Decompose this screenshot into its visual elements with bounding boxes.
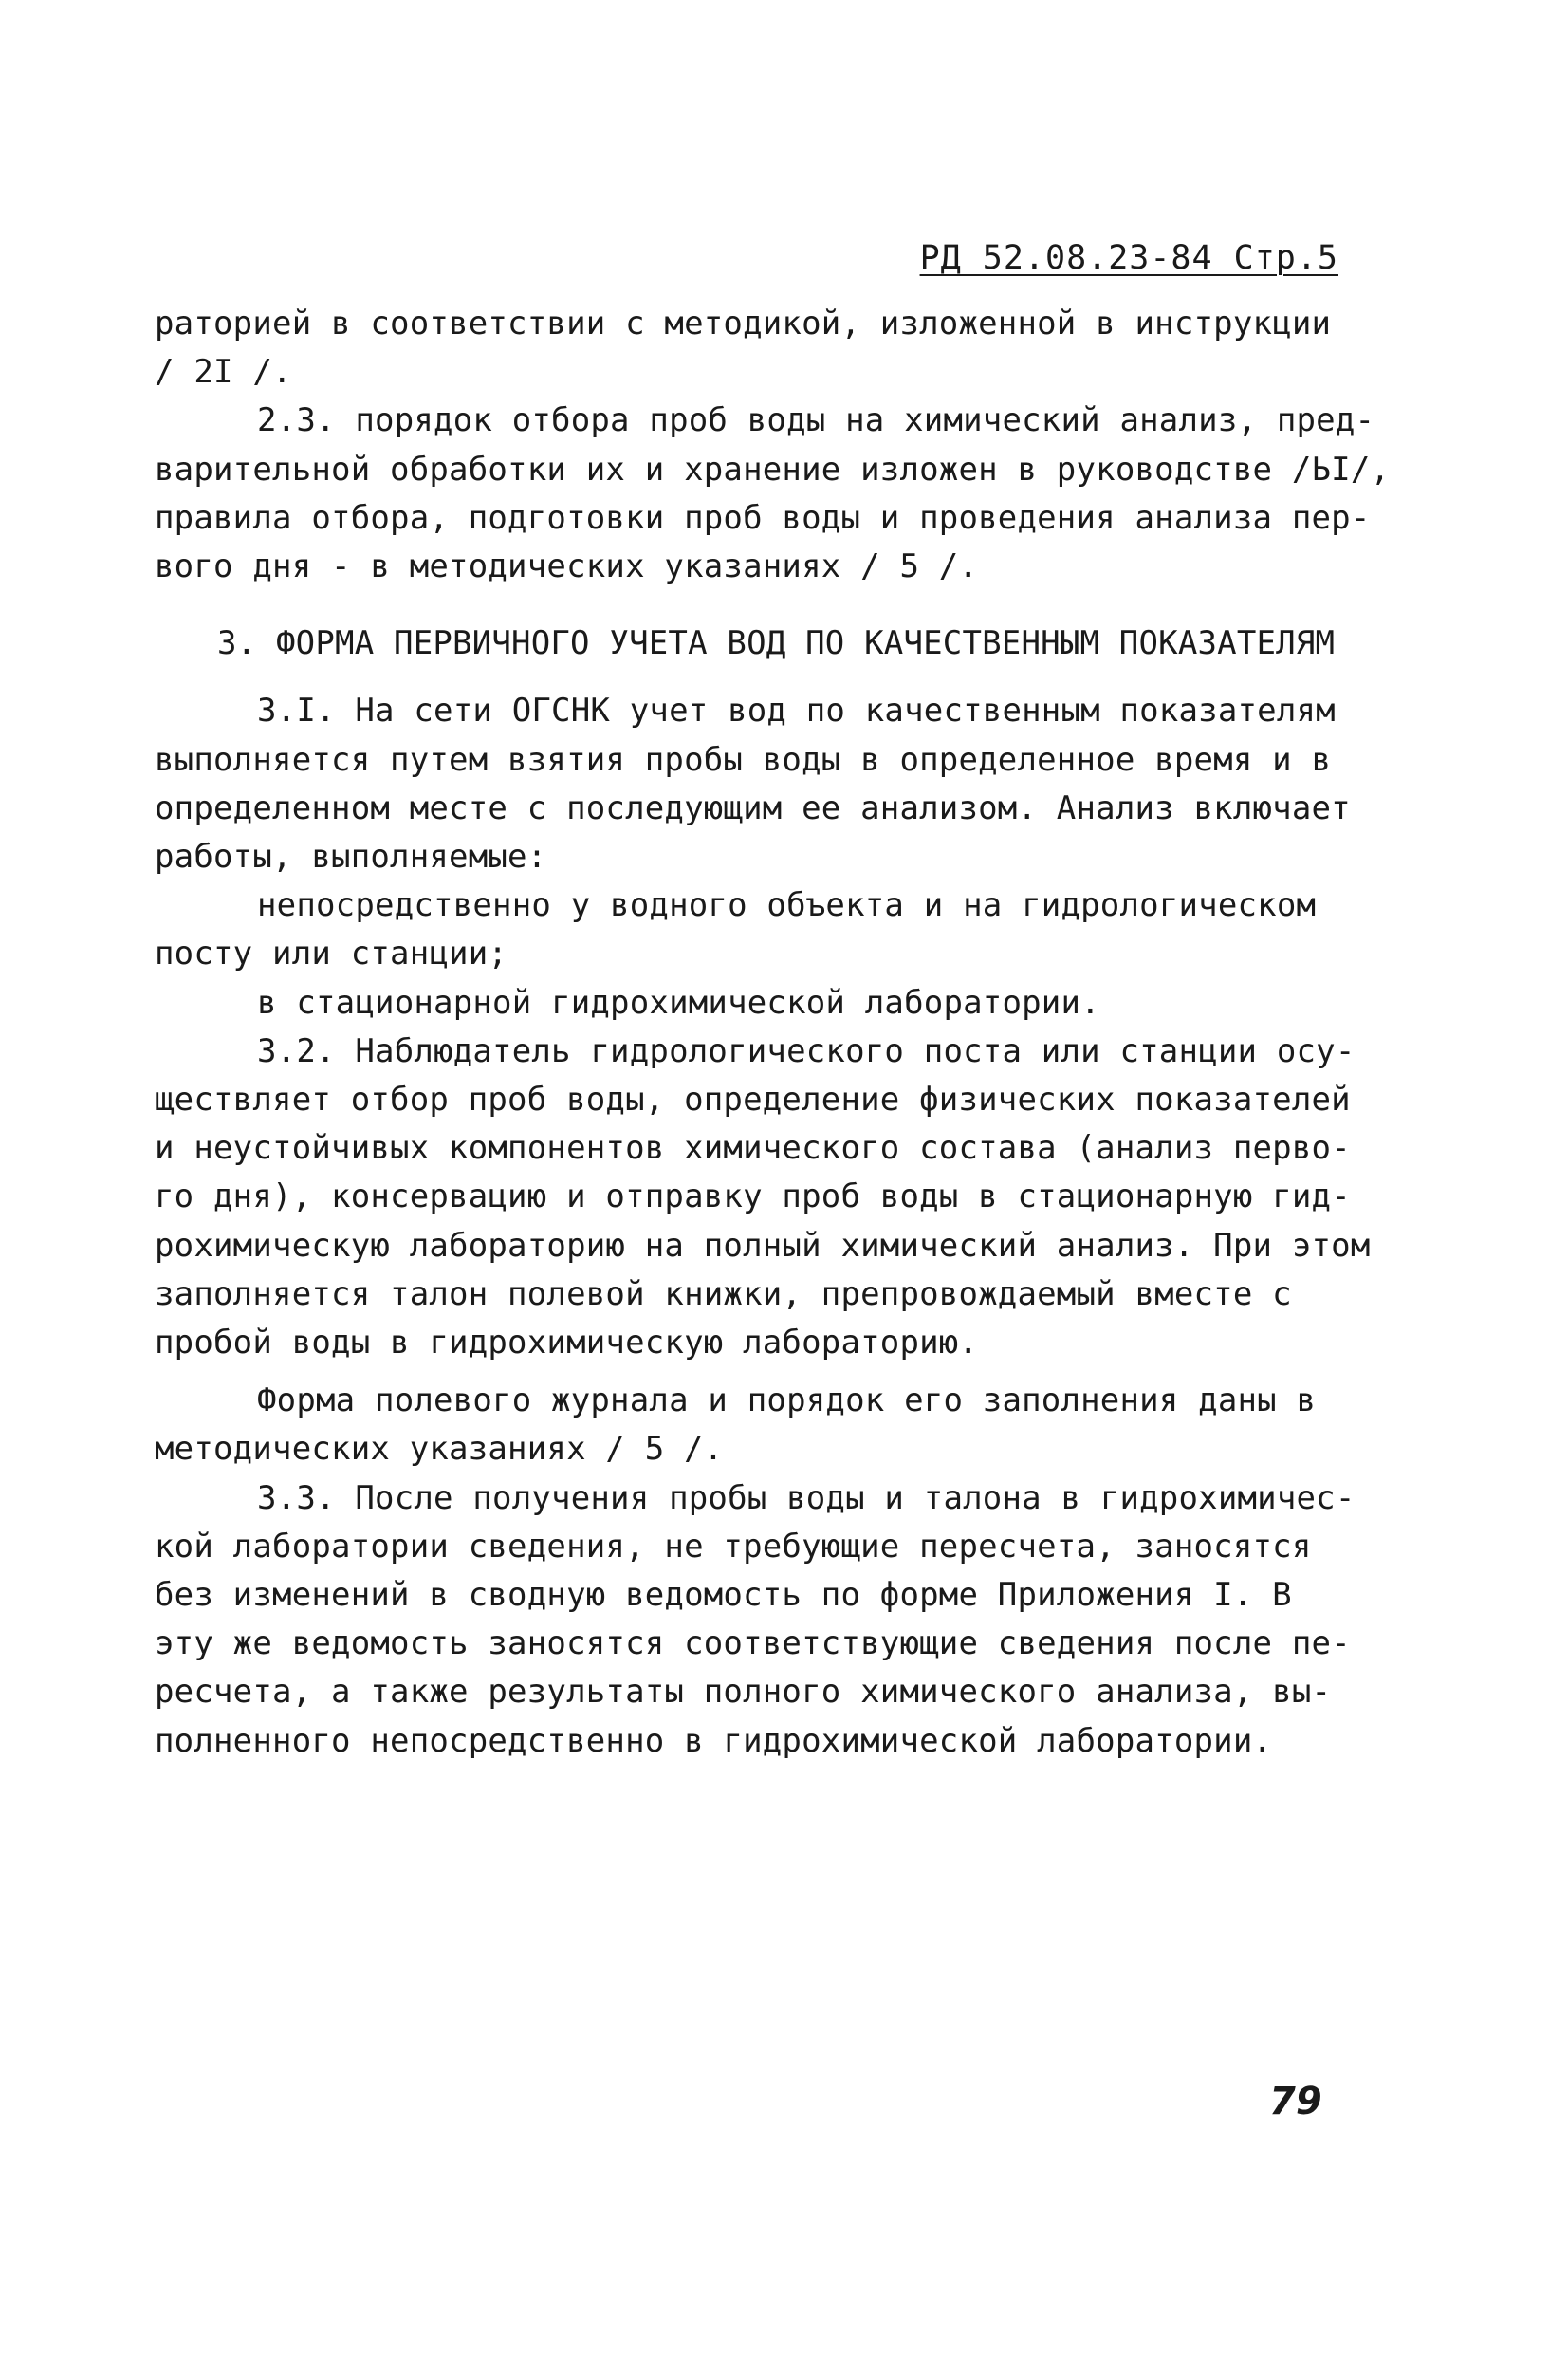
text-line: эту же ведомость заносятся соответствующие сведения после пе- bbox=[155, 1624, 1351, 1663]
section-title: 3. ФОРМА ПЕРВИЧНОГО УЧЕТА ВОД ПО КАЧЕСТВЕННЫМ ПОКАЗАТЕЛЯМ bbox=[217, 624, 1336, 663]
text-line: ресчета, а также результаты полного химического анализа, вы- bbox=[155, 1673, 1332, 1712]
text-line: правила отбора, подготовки проб воды и проведения анализа пер- bbox=[155, 498, 1371, 537]
text-line: определенном месте с последующим ее анализом. Анализ включает bbox=[155, 788, 1351, 827]
text-line: 3.I. На сети ОГСНК учет вод по качественным показателям bbox=[257, 692, 1336, 731]
intro-paragraphs bbox=[155, 300, 1426, 591]
text-line: и неустойчивых компонентов химического состава (анализ перво- bbox=[155, 1129, 1351, 1168]
text-line: кой лаборатории сведения, не требующие пересчета, заносятся bbox=[155, 1527, 1312, 1566]
text-line: / 2I /. bbox=[155, 353, 292, 392]
text-line: 3.2. Наблюдатель гидрологического поста или станции осу- bbox=[257, 1031, 1356, 1070]
text-line: вого дня - в методических указаниях / 5 /. bbox=[155, 547, 979, 586]
text-line: заполняется талон полевой книжки, препровождаемый вместе с bbox=[155, 1274, 1292, 1313]
section-3-paragraphs bbox=[155, 687, 1426, 1765]
text-line: посту или станции; bbox=[155, 935, 508, 973]
text-line: без изменений в сводную ведомость по форме Приложения I. В bbox=[155, 1576, 1292, 1615]
page-number: 79 bbox=[1269, 2080, 1322, 2123]
text-line: в стационарной гидрохимической лаборатории. bbox=[257, 983, 1100, 1022]
text-line: Форма полевого журнала и порядок его заполнения даны в bbox=[257, 1381, 1317, 1420]
text-line: ществляет отбор проб воды, определение физических показателей bbox=[155, 1081, 1351, 1120]
text-line: го дня), консервацию и отправку проб воды в стационарную гид- bbox=[155, 1177, 1351, 1216]
text-line: методических указаниях / 5 /. bbox=[155, 1430, 724, 1469]
text-line: непосредственно у водного объекта и на гидрологическом bbox=[257, 886, 1317, 925]
text-line: выполняется путем взятия пробы воды в определенное время и в bbox=[155, 740, 1332, 779]
document-body bbox=[155, 300, 1426, 1766]
text-line: рохимическую лабораторию на полный химический анализ. При этом bbox=[155, 1226, 1371, 1265]
text-line: 2.3. порядок отбора проб воды на химический анализ, пред- bbox=[257, 401, 1375, 440]
text-line: пробой воды в гидрохимическую лабораторию. bbox=[155, 1324, 979, 1362]
text-line: работы, выполняемые: bbox=[155, 838, 547, 877]
text-line: варительной обработки их и хранение изложен в руководстве /ЬI/, bbox=[155, 450, 1391, 489]
text-line: полненного непосредственно в гидрохимической лаборатории. bbox=[155, 1721, 1273, 1760]
text-line: раторией в соответствии с методикой, изложенной в инструкции bbox=[155, 305, 1332, 343]
document-reference-header: РД 52.08.23-84 Стр.5 bbox=[919, 239, 1338, 277]
text-line: 3.3. После получения пробы воды и талона в гидрохимичес- bbox=[257, 1478, 1356, 1517]
